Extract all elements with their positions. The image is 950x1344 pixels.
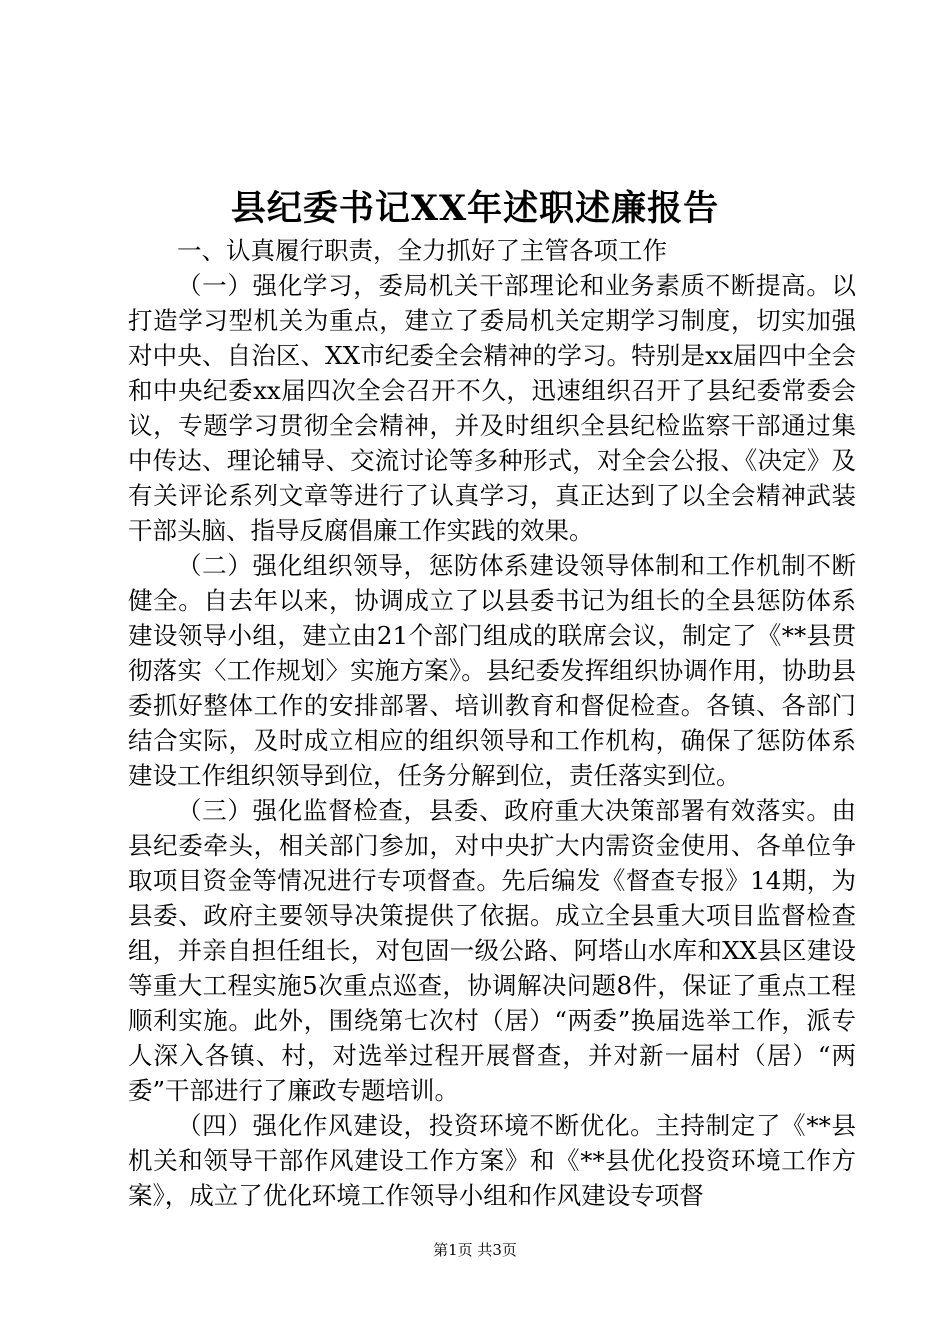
document-body	[128, 233, 856, 1213]
paragraph-1: （一）强化学习，委局机关干部理论和业务素质不断提高。以打造学习型机关为重点，建立了委局机关定期学习制度，切实加强对中央、自治区、XX市纪委全会精神的学习。特别是xx届四中全会和中央纪委xx届四次全会召开不久，迅速组织召开了县纪委常委会议，专题学习贯彻全会精神，并及时组织全县纪检监察干部通过集中传达、理论辅导、交流讨论等多种形式，对全会公报、《决定》及有关评论系列文章等进行了认真学习，真正达到了以全会精神武装干部头脑、指导反腐倡廉工作实践的效果。	[128, 271, 856, 545]
paragraph-4: （四）强化作风建设，投资环境不断优化。主持制定了《**县机关和领导干部作风建设工作方案》和《**县优化投资环境工作方案》，成立了优化环境工作领导小组和作风建设专项督	[128, 1111, 856, 1210]
paragraph-2: （二）强化组织领导，惩防体系建设领导体制和工作机制不断健全。自去年以来，协调成立了以县委书记为组长的全县惩防体系建设领导小组，建立由21个部门组成的联席会议，制定了《**县贯彻落实〈工作规划〉实施方案》。县纪委发挥组织协调作用，协助县委抓好整体工作的安排部署、培训教育和督促检查。各镇、各部门结合实际，及时成立相应的组织领导和工作机构，确保了惩防体系建设工作组织领导到位，任务分解到位，责任落实到位。	[128, 551, 856, 790]
page-number-footer: 第1页 共3页	[433, 1241, 517, 1259]
section-heading: 一、认真履行职责，全力抓好了主管各项工作	[177, 236, 667, 265]
page-title: 县纪委书记XX年述职述廉报告	[230, 188, 720, 229]
paragraph-3: （三）强化监督检查，县委、政府重大决策部署有效落实。由县纪委牵头，相关部门参加，对中央扩大内需资金使用、各单位争取项目资金等情况进行专项督查。先后编发《督查专报》14期，为县委、政府主要领导决策提供了依据。成立全县重大项目监督检查组，并亲自担任组长，对包固一级公路、阿塔山水库和XX县区建设等重大工程实施5次重点巡查，协调解决问题8件，保证了重点工程顺利实施。此外，围绕第七次村（居）“两委”换届选举工作，派专人深入各镇、村，对选举过程开展督查，并对新一届村（居）“两委”干部进行了廉政专题培训。	[128, 796, 856, 1105]
